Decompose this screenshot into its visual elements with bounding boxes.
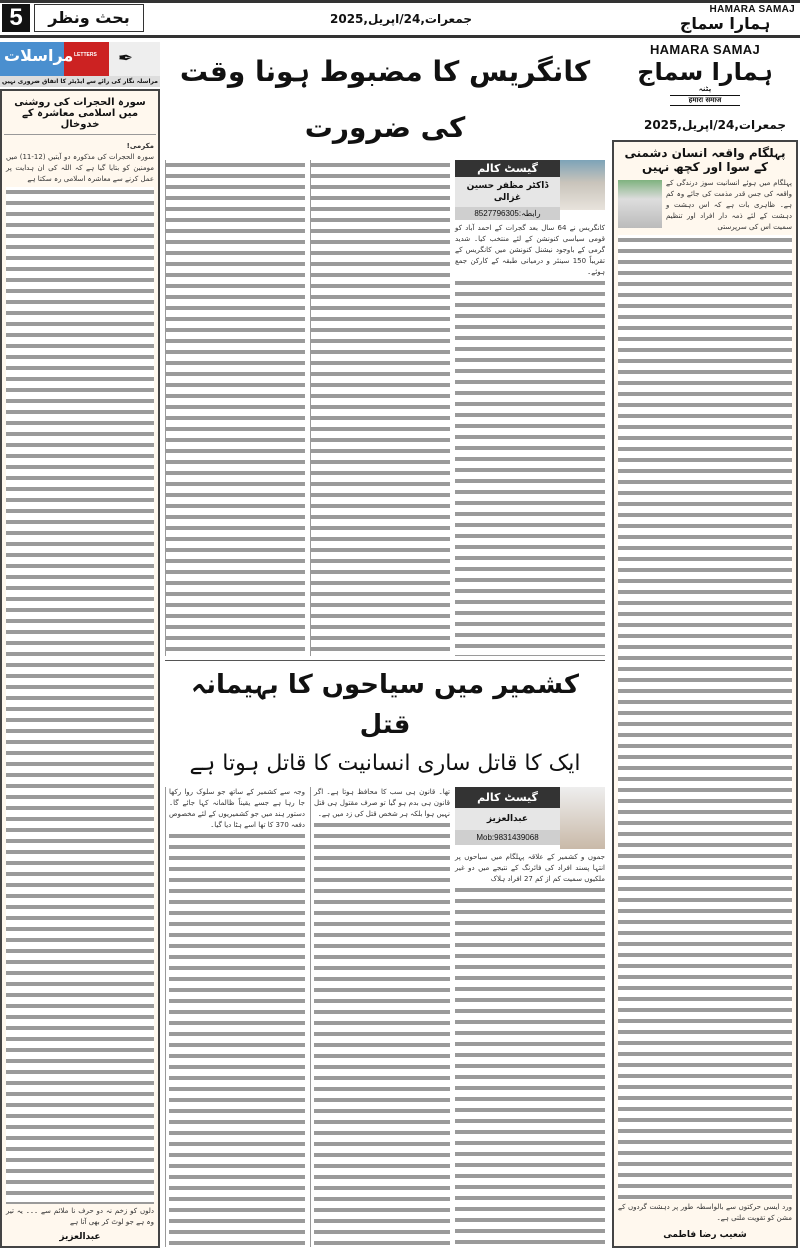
pen-icon: ✒: [118, 48, 134, 69]
letters-banner-image: [0, 42, 160, 76]
letter-closing: دلوں کو زخم نہ دو حرف نا ملائم سے ۔۔۔ یہ تیر وہ ہے جو لوٹ کر بھی آتا ہے: [6, 1207, 154, 1226]
article1-byline: [455, 160, 605, 220]
author-photo: [560, 160, 605, 210]
author-contact: Mob:9831439068: [455, 830, 560, 845]
letter-salutation: مکرمی!: [126, 142, 154, 150]
article2-col2-intro: تھا۔ قانون ہی سب کا محافظ ہوتا ہے۔ اگر قانون ہی بدم ہو گیا تو صرف مقتول ہی قتل نہیں ہوا بلکہ ہر شخص قتل کی زد میں ہے۔: [314, 788, 450, 818]
article2-col2-wrap: [310, 787, 450, 1247]
article1-col2: [310, 160, 450, 656]
letters-caption: مراسلہ نگار کی رائے سے ایڈیٹر کا اتفاق ضروری نہیں: [0, 76, 160, 87]
sidebar-title: پہلگام واقعہ انسان دشمنی کے سوا اور کچھ نہیں: [624, 146, 786, 174]
article2-headline-line1: کشمیر میں سیاحوں کا بہیمانہ قتل: [191, 670, 579, 740]
logo-urdu: ہمارا سماج: [637, 58, 773, 86]
author-name: عبدالعزیز: [455, 808, 560, 830]
article2-col1: [455, 885, 605, 1247]
header-logo: [655, 4, 795, 33]
article1-col1: [455, 278, 605, 656]
logo-english: HAMARA SAMAJ: [709, 4, 795, 15]
logo-urdu: ہمارا سماج: [679, 14, 771, 33]
letter-title: سورہ الحجرات کی روشنی میں اسلامی معاشرہ کے خدوخال: [4, 97, 156, 135]
letters-banner: مراسلات: [4, 46, 74, 65]
article1-col3: [165, 160, 305, 656]
letter-intro: سورہ الحجرات کی مذکورہ دو آیتیں (12-11) میں مومنین کو بتایا گیا ہے کہ اللہ کی ان ہدایت پر عمل کرنے سے معاشرہ اسلامی رہ سکتا ہے: [6, 153, 154, 183]
byline-text: [455, 787, 560, 849]
author-name: ڈاکٹر مظفر حسین غزالی: [455, 177, 560, 207]
article2-col1-wrap: [455, 787, 605, 1247]
letters-column: [0, 42, 160, 1248]
sidebar-date: جمعرات,24/اپریل,2025: [643, 118, 787, 132]
article1-intro: کانگریس نے 64 سال بعد گجرات کے احمد آباد کو قومی سیاسی کنونشن کے لئے منتخب کیا۔ شدید گرمی کے باوجود نیشنل کنونشن میں کانگریس کے تقریباً 150 سینئر و درمیانی طبقہ کے کارکن جمع ہوئے۔: [455, 224, 605, 276]
article2-headline-line2: ایک کا قاتل ساری انسانیت کا قاتل ہوتا ہے: [189, 751, 581, 776]
author-photo: [618, 180, 662, 228]
sidebar-article-box: [612, 140, 798, 1248]
sidebar-intro-wrap: [614, 178, 796, 233]
letter-signature: عبدالعزیز: [59, 1232, 101, 1242]
article2-columns: [165, 787, 605, 1247]
article2: [165, 665, 605, 1247]
masthead-logo: [615, 42, 795, 106]
article1-col1-wrap: [455, 160, 605, 656]
sidebar-intro: پہلگام میں ہوئے انسانیت سوز درندگی کے واقعہ کی جس قدر مذمت کی جائے وہ کم ہے۔ ظاہری بات ہے کہ اس دہشت و دہشت کے لئے ذمہ دار افراد اور تنظیم سمیت اس کی سرپرستی: [666, 179, 792, 231]
guest-column-label: گیسٹ کالم: [455, 160, 560, 177]
byline-text: [455, 160, 560, 220]
article2-col3: [169, 831, 305, 1247]
middle-section: [165, 44, 605, 1247]
article2-col2: [314, 820, 450, 1247]
header-date: جمعرات,24/اپریل,2025: [330, 12, 473, 26]
author-contact: رابطہ:8527796305: [455, 207, 560, 220]
sidebar-closing: ورد ایسی حرکتوں سے بالواسطہ طور پر دہشت گردوں کے مشن کو تقویت ملتی ہے۔: [618, 1203, 792, 1222]
article2-col3-wrap: [165, 787, 305, 1247]
article1: [165, 44, 605, 656]
logo-hindi: हमारा समाज: [670, 95, 740, 106]
article2-intro: جموں و کشمیر کے علاقہ پہلگام میں سیاحوں پر انتہا پسند افراد کی فائرنگ کے نتیجے میں دو غیر ملکیوں سمیت کم از کم 27 افراد ہلاک: [455, 853, 605, 883]
article2-col3-intro: وجہ سے کشمیر کے ساتھ جو سلوک روا رکھا جا رہا ہے جسے یقیناً ظالمانہ کہا جائے گا۔ دستور ہند میں جو کشمیریوں کے لئے مخصوص دفعہ 370 کا تھا اسے ہٹا دیا گیا۔: [169, 788, 305, 829]
divider: [165, 660, 605, 661]
logo-city: پٹنہ: [698, 85, 712, 94]
article1-headline: کانگریس کا مضبوط ہونا وقت کی ضرورت: [179, 55, 591, 144]
page-number: 5: [2, 4, 30, 32]
section-title: بحث ونظر: [34, 4, 144, 32]
sidebar-body-text: [618, 235, 792, 1200]
logo-english: HAMARA SAMAJ: [649, 42, 760, 57]
article2-byline: [455, 787, 605, 849]
sidebar-signature: شعیب رضا فاطمی: [663, 1230, 747, 1240]
author-photo: [560, 787, 605, 849]
guest-column-label: گیسٹ کالم: [455, 787, 560, 808]
letter-body-text: [6, 187, 154, 1204]
article1-columns: [165, 160, 605, 656]
letters-box-label: LETTERS: [74, 52, 97, 58]
letters-box: [0, 89, 160, 1248]
